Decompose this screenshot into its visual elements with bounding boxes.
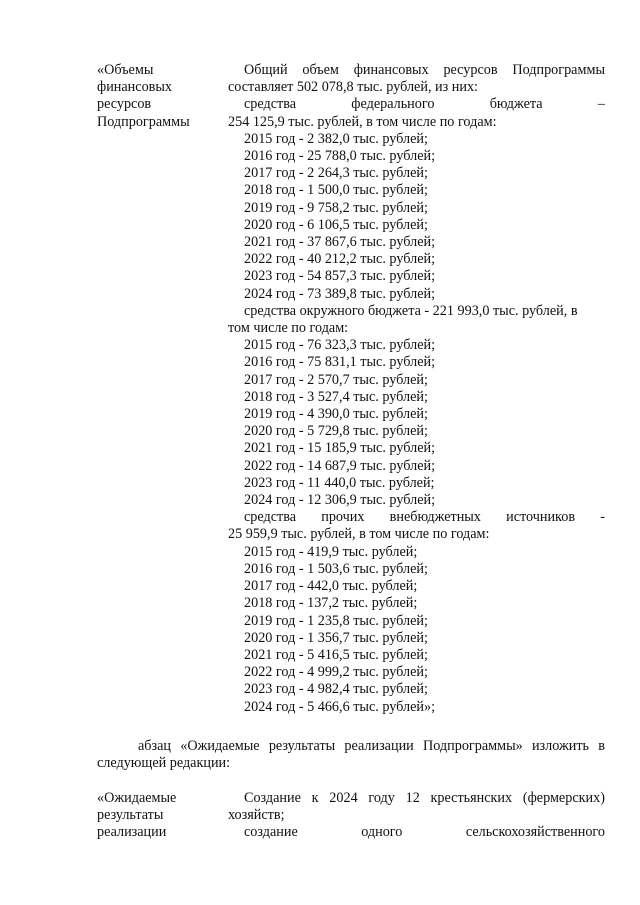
word: бюджета	[489, 96, 543, 113]
other-heading	[228, 509, 605, 526]
financing-text	[228, 62, 605, 716]
word: Общий	[244, 62, 288, 78]
label-line: финансовых	[97, 79, 172, 96]
other-year-line: 2024 год - 5 466,6 тыс. рублей»;	[244, 698, 436, 715]
word: средства	[244, 96, 297, 113]
word: –	[597, 96, 605, 113]
word: «Ожидаемые	[180, 738, 260, 754]
word: к	[311, 790, 319, 806]
word: -	[600, 509, 605, 526]
word: федерального	[351, 96, 435, 113]
word: прочих	[321, 509, 365, 526]
okrug-year-line: 2023 год - 11 440,0 тыс. рублей;	[244, 474, 435, 491]
federal-year-line: 2021 год - 37 867,6 тыс. рублей;	[244, 234, 436, 251]
expected-results-section	[97, 790, 605, 842]
label-line: реализации	[97, 824, 167, 841]
okrug-year-line: 2016 год - 75 831,1 тыс. рублей;	[244, 354, 436, 371]
federal-heading	[228, 96, 605, 113]
financing-section	[97, 62, 605, 716]
other-year-line: 2020 год - 1 356,7 тыс. рублей;	[244, 629, 428, 646]
word: средства	[244, 509, 297, 526]
okrug-year-line: 2019 год - 4 390,0 тыс. рублей;	[244, 406, 428, 423]
word: Подпрограммы»	[422, 738, 523, 754]
result-line	[228, 824, 605, 841]
word: сельскохозяйственного	[465, 824, 605, 841]
word: крестьянских	[430, 790, 513, 806]
okrug-year-line: 2015 год - 76 323,3 тыс. рублей;	[244, 337, 436, 354]
okrug-year-line: 2017 год - 2 570,7 тыс. рублей;	[244, 371, 428, 388]
federal-year-line: 2024 год - 73 389,8 тыс. рублей;	[244, 285, 436, 302]
word: в	[598, 738, 605, 754]
word: (фермерских)	[522, 790, 605, 806]
word: изложить	[531, 738, 590, 754]
total-line	[228, 62, 605, 79]
word: 2024	[329, 790, 358, 806]
other-year-line: 2018 год - 137,2 тыс. рублей;	[244, 595, 418, 612]
word: финансовых	[353, 62, 429, 78]
okrug-year-line: 2018 год - 3 527,4 тыс. рублей;	[244, 388, 428, 405]
word: реализации	[344, 738, 414, 754]
label-line: Подпрограммы	[97, 113, 190, 130]
word: Создание	[244, 790, 301, 806]
label-line: «Объемы	[97, 62, 154, 78]
other-year-line: 2021 год - 5 416,5 тыс. рублей;	[244, 646, 428, 663]
okrug-year-line: 2020 год - 5 729,8 тыс. рублей;	[244, 423, 428, 440]
word: источников	[506, 509, 576, 526]
federal-year-line: 2015 год - 2 382,0 тыс. рублей;	[244, 130, 428, 147]
instruction-paragraph	[97, 738, 605, 772]
word: ресурсов	[443, 62, 498, 78]
other-year-line: 2017 год - 442,0 тыс. рублей;	[244, 578, 418, 595]
okrug-heading: средства окружного бюджета - 221 993,0 тыс. рублей, в	[244, 302, 578, 319]
word: 12	[405, 790, 420, 806]
instruction-line	[97, 738, 605, 755]
okrug-year-line: 2022 год - 14 687,9 тыс. рублей;	[244, 457, 436, 474]
other-year-line: 2023 год - 4 982,4 тыс. рублей;	[244, 681, 428, 698]
word: создание	[244, 824, 298, 841]
other-year-line: 2015 год - 419,9 тыс. рублей;	[244, 543, 418, 560]
instruction-line: следующей редакции:	[97, 755, 231, 772]
other-year-line: 2016 год - 1 503,6 тыс. рублей;	[244, 560, 428, 577]
okrug-heading-cont: том числе по годам:	[228, 320, 349, 337]
expected-results-label	[97, 790, 228, 842]
word: внебюджетных	[389, 509, 481, 526]
federal-year-line: 2016 год - 25 788,0 тыс. рублей;	[244, 148, 436, 165]
word: Подпрограммы	[512, 62, 605, 78]
label-line: результаты	[97, 807, 164, 824]
word: абзац	[138, 738, 172, 754]
financing-label	[97, 62, 228, 716]
federal-year-line: 2017 год - 2 264,3 тыс. рублей;	[244, 165, 428, 182]
word: одного	[361, 824, 403, 841]
label-line: ресурсов	[97, 96, 152, 113]
expected-results-text	[228, 790, 605, 842]
word: объем	[302, 62, 339, 78]
other-total: 25 959,9 тыс. рублей, в том числе по годам:	[228, 526, 490, 543]
result-line	[228, 790, 605, 807]
label-line: «Ожидаемые	[97, 790, 177, 806]
word: результаты	[268, 738, 336, 754]
word: году	[368, 790, 395, 806]
federal-year-line: 2020 год - 6 106,5 тыс. рублей;	[244, 216, 428, 233]
federal-year-line: 2018 год - 1 500,0 тыс. рублей;	[244, 182, 428, 199]
federal-year-line: 2023 год - 54 857,3 тыс. рублей;	[244, 268, 436, 285]
result-line: хозяйств;	[228, 807, 285, 824]
federal-year-line: 2022 год - 40 212,2 тыс. рублей;	[244, 251, 436, 268]
federal-total: 254 125,9 тыс. рублей, в том числе по годам:	[228, 113, 497, 130]
okrug-year-line: 2024 год - 12 306,9 тыс. рублей;	[244, 492, 436, 509]
total-line: составляет 502 078,8 тыс. рублей, из них:	[228, 79, 478, 96]
okrug-year-line: 2021 год - 15 185,9 тыс. рублей;	[244, 440, 436, 457]
other-year-line: 2022 год - 4 999,2 тыс. рублей;	[244, 664, 428, 681]
other-year-line: 2019 год - 1 235,8 тыс. рублей;	[244, 612, 428, 629]
federal-year-line: 2019 год - 9 758,2 тыс. рублей;	[244, 199, 428, 216]
